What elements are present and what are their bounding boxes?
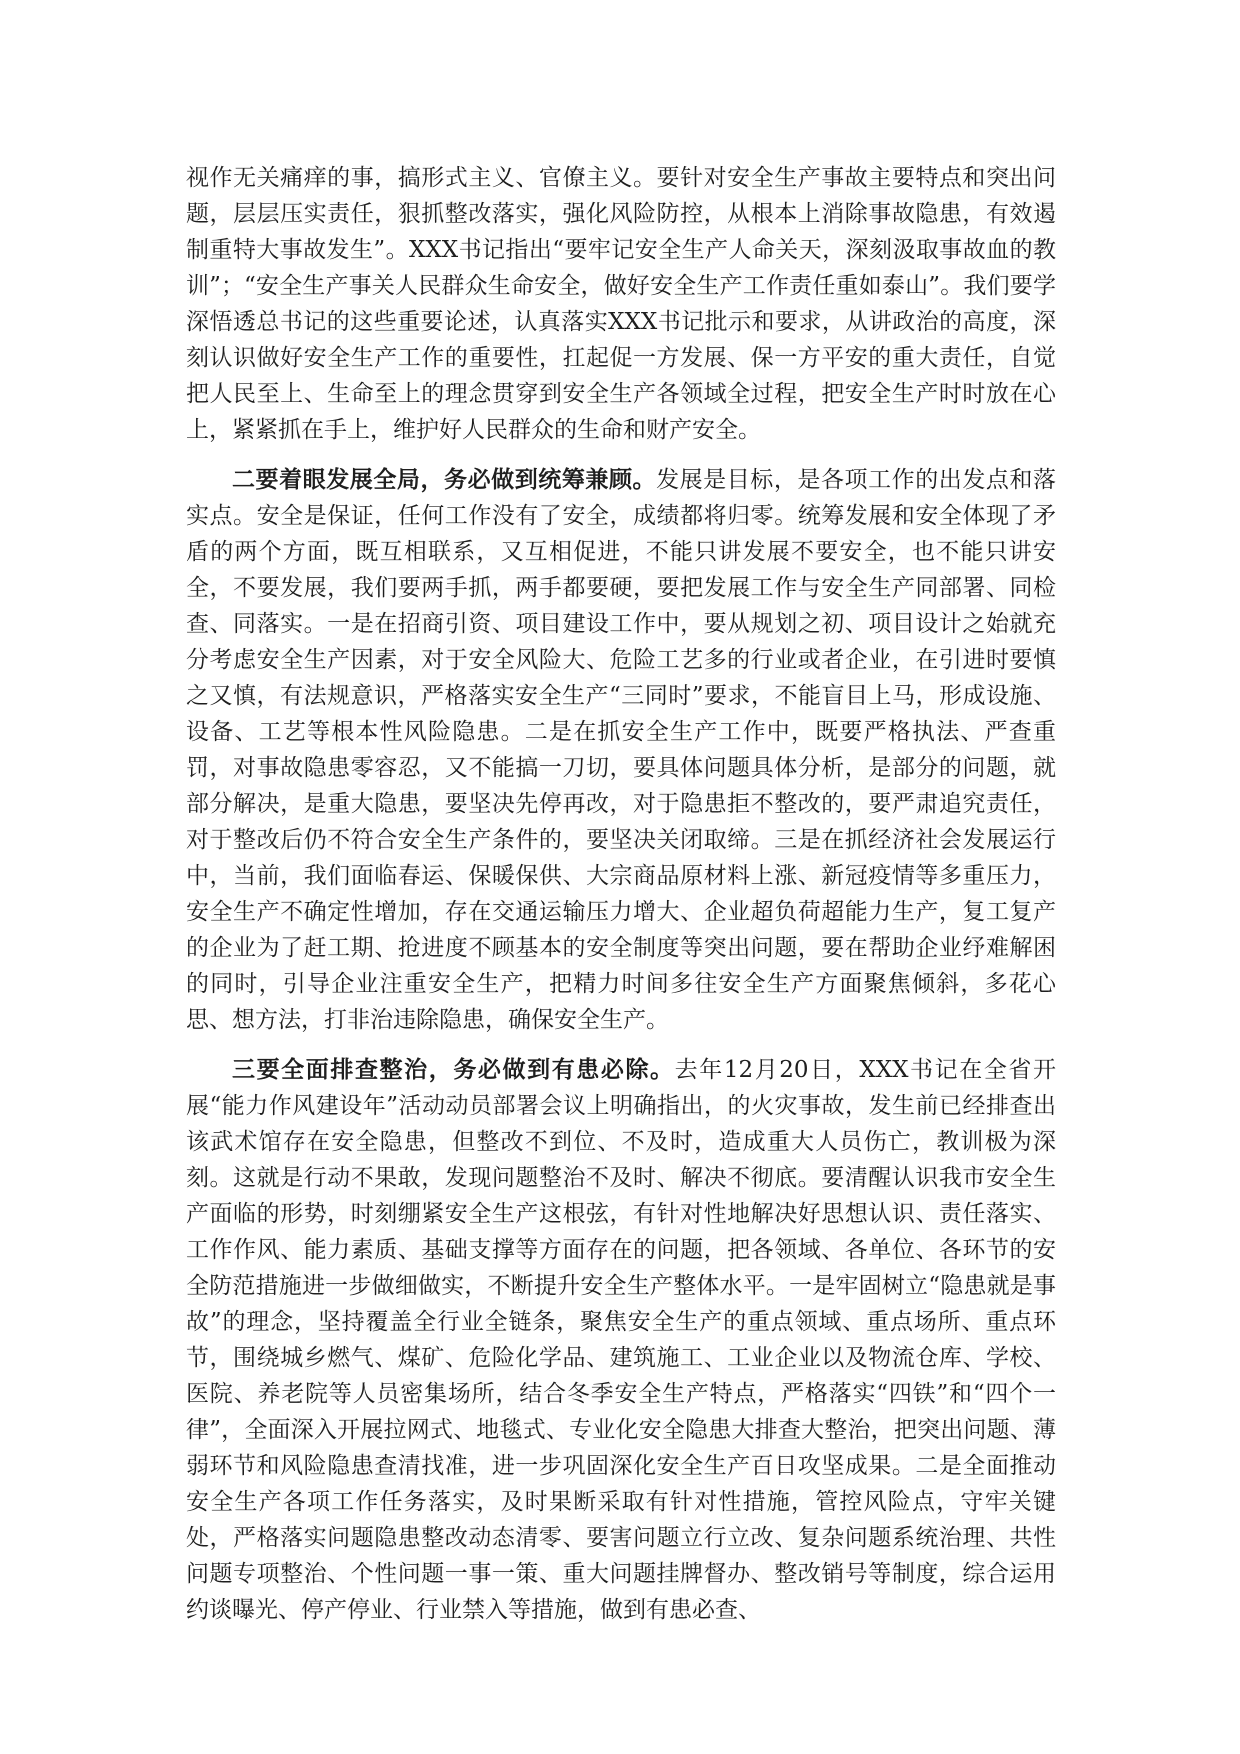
section-two-heading: 二要着眼发展全局，务必做到统筹兼顾。 bbox=[232, 466, 657, 493]
paragraph-section-three bbox=[186, 1052, 1056, 1628]
paragraph-section-two bbox=[186, 462, 1056, 1038]
paragraph-continuation bbox=[186, 160, 1056, 448]
paragraph-text: 视作无关痛痒的事，搞形式主义、官僚主义。要针对安全生产事故主要特点和突出问题，层层压实责任，狠抓整改落实，强化风险防控，从根本上消除事故隐患，有效遏制重特大事故发生”。XXX书记指出“要牢记安全生产人命关天，深刻汲取事故血的教训”；“安全生产事关人民群众生命安全，做好安全生产工作责任重如泰山”。我们要学深悟透总书记的这些重要论述，认真落实XXX书记批示和要求，从讲政治的高度，深刻认识做好安全生产工作的重要性，扛起促一方发展、保一方平安的重大责任，自觉把人民至上、生命至上的理念贯穿到安全生产各领域全过程，把安全生产时时放在心上，紧紧抓在手上，维护好人民群众的生命和财产安全。 bbox=[186, 165, 1056, 443]
paragraph-text: 发展是目标，是各项工作的出发点和落实点。安全是保证，任何工作没有了安全，成绩都将归零。统筹发展和安全体现了矛盾的两个方面，既互相联系，又互相促进，不能只讲发展不要安全，也不能只讲安全，不要发展，我们要两手抓，两手都要硬，要把发展工作与安全生产同部署、同检查、同落实。一是在招商引资、项目建设工作中，要从规划之初、项目设计之始就充分考虑安全生产因素，对于安全风险大、危险工艺多的行业或者企业，在引进时要慎之又慎，有法规意识，严格落实安全生产“三同时”要求，不能盲目上马，形成设施、设备、工艺等根本性风险隐患。二是在抓安全生产工作中，既要严格执法、严查重罚，对事故隐患零容忍，又不能搞一刀切，要具体问题具体分析，是部分的问题，就部分解决，是重大隐患，要坚决先停再改，对于隐患拒不整改的，要严肃追究责任，对于整改后仍不符合安全生产条件的，要坚决关闭取缔。三是在抓经济社会发展运行中，当前，我们面临春运、保暖保供、大宗商品原材料上涨、新冠疫情等多重压力，安全生产不确定性增加，存在交通运输压力增大、企业超负荷超能力生产，复工复产的企业为了赶工期、抢进度不顾基本的安全制度等突出问题，要在帮助企业纾难解困的同时，引导企业注重安全生产，把精力时间多往安全生产方面聚焦倾斜，多花心思、想方法，打非治违除隐患，确保安全生产。 bbox=[186, 467, 1057, 1033]
document-body bbox=[186, 160, 1056, 1628]
paragraph-text: 去年12月20日，XXX书记在全省开展“能力作风建设年”活动动员部署会议上明确指出，的火灾事故，发生前已经排查出该武术馆存在安全隐患，但整改不到位、不及时，造成重大人员伤亡，教训极为深刻。这就是行动不果敢，发现问题整治不及时、解决不彻底。要清醒认识我市安全生产面临的形势，时刻绷紧安全生产这根弦，有针对性地解决好思想认识、责任落实、工作作风、能力素质、基础支撑等方面存在的问题，把各领域、各单位、各环节的安全防范措施进一步做细做实，不断提升安全生产整体水平。一是牢固树立“隐患就是事故”的理念，坚持覆盖全行业全链条，聚焦安全生产的重点领域、重点场所、重点环节，围绕城乡燃气、煤矿、危险化学品、建筑施工、工业企业以及物流仓库、学校、医院、养老院等人员密集场所，结合冬季安全生产特点，严格落实“四铁”和“四个一律”，全面深入开展拉网式、地毯式、专业化安全隐患大排查大整治，把突出问题、薄弱环节和风险隐患查清找准，进一步巩固深化安全生产百日攻坚成果。二是全面推动安全生产各项工作任务落实，及时果断采取有针对性措施，管控风险点，守牢关键处，严格落实问题隐患整改动态清零、要害问题立行立改、复杂问题系统治理、共性问题专项整治、个性问题一事一策、重大问题挂牌督办、整改销号等制度，综合运用约谈曝光、停产停业、行业禁入等措施，做到有患必查、 bbox=[186, 1057, 1057, 1623]
section-three-heading: 三要全面排查整治，务必做到有患必除。 bbox=[232, 1056, 675, 1083]
